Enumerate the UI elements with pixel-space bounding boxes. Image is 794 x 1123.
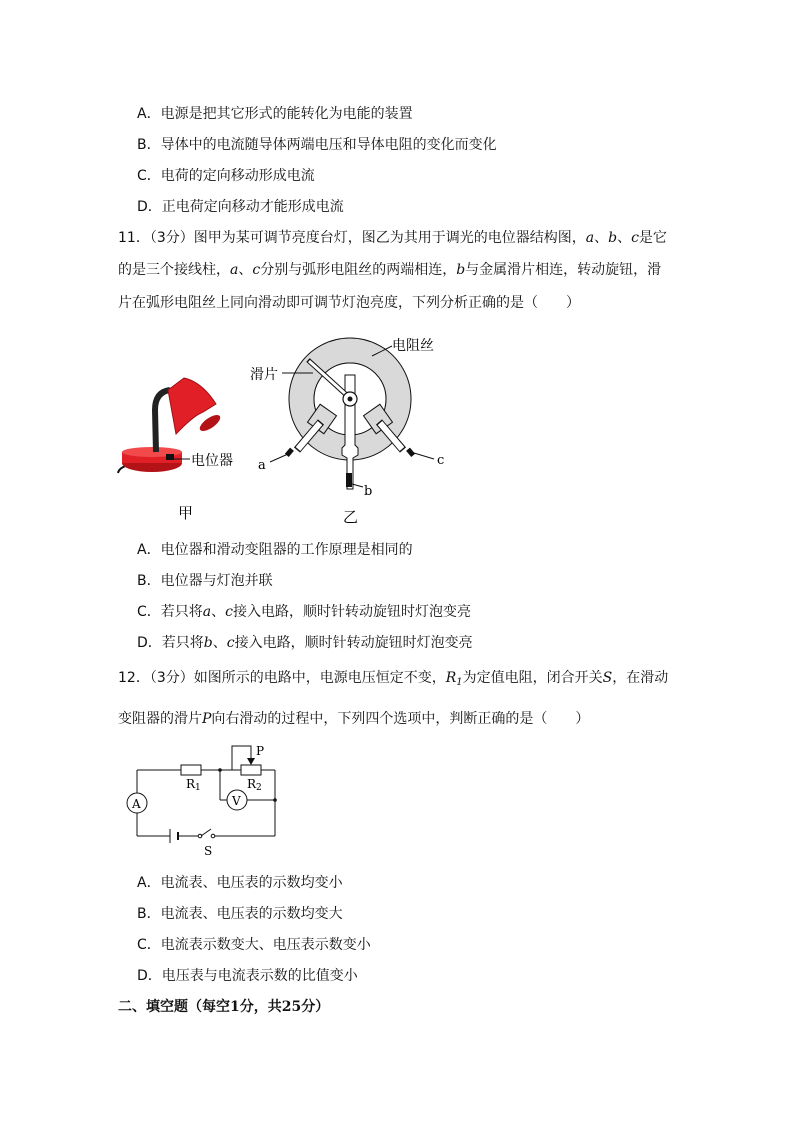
var-b: b bbox=[608, 230, 618, 246]
lamp-shade-opening bbox=[197, 412, 222, 434]
lead-a bbox=[270, 454, 288, 462]
label-b: b bbox=[364, 484, 373, 499]
q10-option-a: A．电源是把其它形式的能转化为电能的装置 bbox=[137, 106, 413, 122]
q11-text: 分别与弧形电阻丝的两端相连， bbox=[260, 262, 457, 278]
sep: 、 bbox=[594, 230, 609, 246]
var-c: c bbox=[631, 230, 639, 246]
lamp-gooseneck bbox=[155, 390, 170, 452]
terminal-a-screw bbox=[285, 448, 294, 457]
var-b: b bbox=[203, 635, 213, 651]
var-c: c bbox=[252, 262, 261, 278]
section-heading-fill-in: 二、填空题（每空1分，共25分） bbox=[118, 999, 330, 1015]
pivot-center bbox=[348, 397, 353, 402]
lead-c bbox=[414, 453, 434, 459]
sep: 、 bbox=[211, 604, 226, 620]
sep: 、 bbox=[617, 230, 632, 246]
var-r: R bbox=[445, 670, 457, 686]
switch-blade bbox=[201, 829, 211, 836]
opt-text: C．若只将 bbox=[137, 604, 203, 620]
q11-stem-line3: 片在弧形电阻丝上同向滑动即可调节灯泡亮度，下列分析正确的是（ ） bbox=[118, 295, 580, 311]
q11-option-d bbox=[137, 633, 473, 653]
q11-figure bbox=[0, 330, 794, 530]
q12-stem-line1 bbox=[118, 668, 668, 693]
voltmeter-label: V bbox=[232, 794, 241, 808]
q12-option-b: B．电流表、电压表的示数均变大 bbox=[137, 906, 343, 922]
label-r1-main: R bbox=[186, 777, 196, 791]
var-a: a bbox=[202, 604, 212, 620]
junction-dot bbox=[218, 768, 222, 772]
q11-option-b: B．电位器与灯泡并联 bbox=[137, 573, 273, 589]
desk-lamp-figure bbox=[118, 378, 233, 522]
slider-p-wire bbox=[232, 746, 251, 758]
rheostat-r2 bbox=[241, 765, 261, 775]
q12-text: ，在滑动 bbox=[612, 670, 669, 686]
terminal-b-screw bbox=[346, 473, 352, 487]
q11-option-a: A．电位器和滑动变阻器的工作原理是相同的 bbox=[137, 542, 413, 558]
q11-text: 是它 bbox=[638, 230, 667, 246]
lead-b bbox=[352, 484, 363, 487]
var-p: P bbox=[202, 711, 212, 727]
q12-text: 12．（3分）如图所示的电路中，电源电压恒定不变， bbox=[118, 670, 446, 686]
label-r2-sub: 2 bbox=[256, 783, 262, 793]
switch-contact bbox=[211, 834, 215, 838]
q11-text: 11．（3分）图甲为某可调节亮度台灯，图乙为其用于调光的电位器结构图， bbox=[118, 230, 586, 246]
label-s: S bbox=[204, 844, 213, 858]
var-s: S bbox=[602, 670, 613, 686]
var-r-sub: 1 bbox=[456, 677, 463, 688]
junction-dot bbox=[273, 798, 277, 802]
label-r2 bbox=[247, 777, 262, 793]
label-c: c bbox=[437, 453, 445, 468]
var-c: c bbox=[225, 604, 233, 620]
label-p: P bbox=[256, 744, 265, 758]
q10-option-b: B．导体中的电流随导体两端电压和导体电阻的变化而变化 bbox=[137, 137, 497, 153]
lamp-dimmer-knob bbox=[166, 454, 174, 460]
label-potentiometer: 电位器 bbox=[191, 453, 233, 469]
resistor-r1 bbox=[181, 765, 201, 775]
slider-p-arrow bbox=[247, 758, 255, 765]
q10-option-d: D．正电荷定向移动才能形成电流 bbox=[137, 199, 344, 215]
q11-stem-line2 bbox=[118, 260, 661, 280]
q11-text: 的是三个接线柱， bbox=[118, 262, 230, 278]
opt-text: 接入电路，顺时针转动旋钮时灯泡变亮 bbox=[232, 604, 471, 620]
sep: 、 bbox=[238, 262, 253, 278]
ammeter-label: A bbox=[132, 797, 141, 811]
var-c: c bbox=[226, 635, 235, 651]
label-yi: 乙 bbox=[343, 508, 359, 526]
q10-option-c: C．电荷的定向移动形成电流 bbox=[137, 168, 315, 184]
q12-circuit bbox=[0, 740, 794, 860]
q12-text: 向右滑动的过程中，下列四个选项中，判断正确的是（ ） bbox=[211, 711, 590, 727]
opt-text: D．若只将 bbox=[137, 635, 204, 651]
q12-stem-line2 bbox=[118, 709, 589, 729]
opt-text: 接入电路，顺时针转动旋钮时灯泡变亮 bbox=[234, 635, 473, 651]
q11-text: 与金属滑片相连，转动旋钮，滑 bbox=[465, 262, 662, 278]
label-r1 bbox=[186, 777, 201, 793]
label-r1-sub: 1 bbox=[195, 783, 201, 793]
label-r2-main: R bbox=[247, 777, 257, 791]
q11-option-c bbox=[137, 602, 471, 622]
q12-option-d: D．电压表与电流表示数的比值变小 bbox=[137, 968, 358, 984]
q12-text: 为定值电阻，闭合开关 bbox=[462, 670, 603, 686]
q12-text: 变阻器的滑片 bbox=[118, 711, 202, 727]
q12-option-a: A．电流表、电压表的示数均变小 bbox=[137, 875, 343, 891]
var-a: a bbox=[585, 230, 595, 246]
var-b: b bbox=[456, 262, 466, 278]
var-a: a bbox=[230, 262, 239, 278]
sep: 、 bbox=[212, 635, 227, 651]
label-a: a bbox=[258, 458, 266, 473]
label-resistance-wire: 电阻丝 bbox=[392, 338, 434, 354]
label-jia: 甲 bbox=[178, 504, 194, 522]
potentiometer-structure-figure bbox=[250, 337, 444, 526]
label-slider: 滑片 bbox=[250, 367, 278, 383]
terminal-c-screw bbox=[406, 448, 415, 457]
q11-stem-line1 bbox=[118, 228, 667, 248]
q12-option-c: C．电流表示数变大、电压表示数变小 bbox=[137, 937, 371, 953]
